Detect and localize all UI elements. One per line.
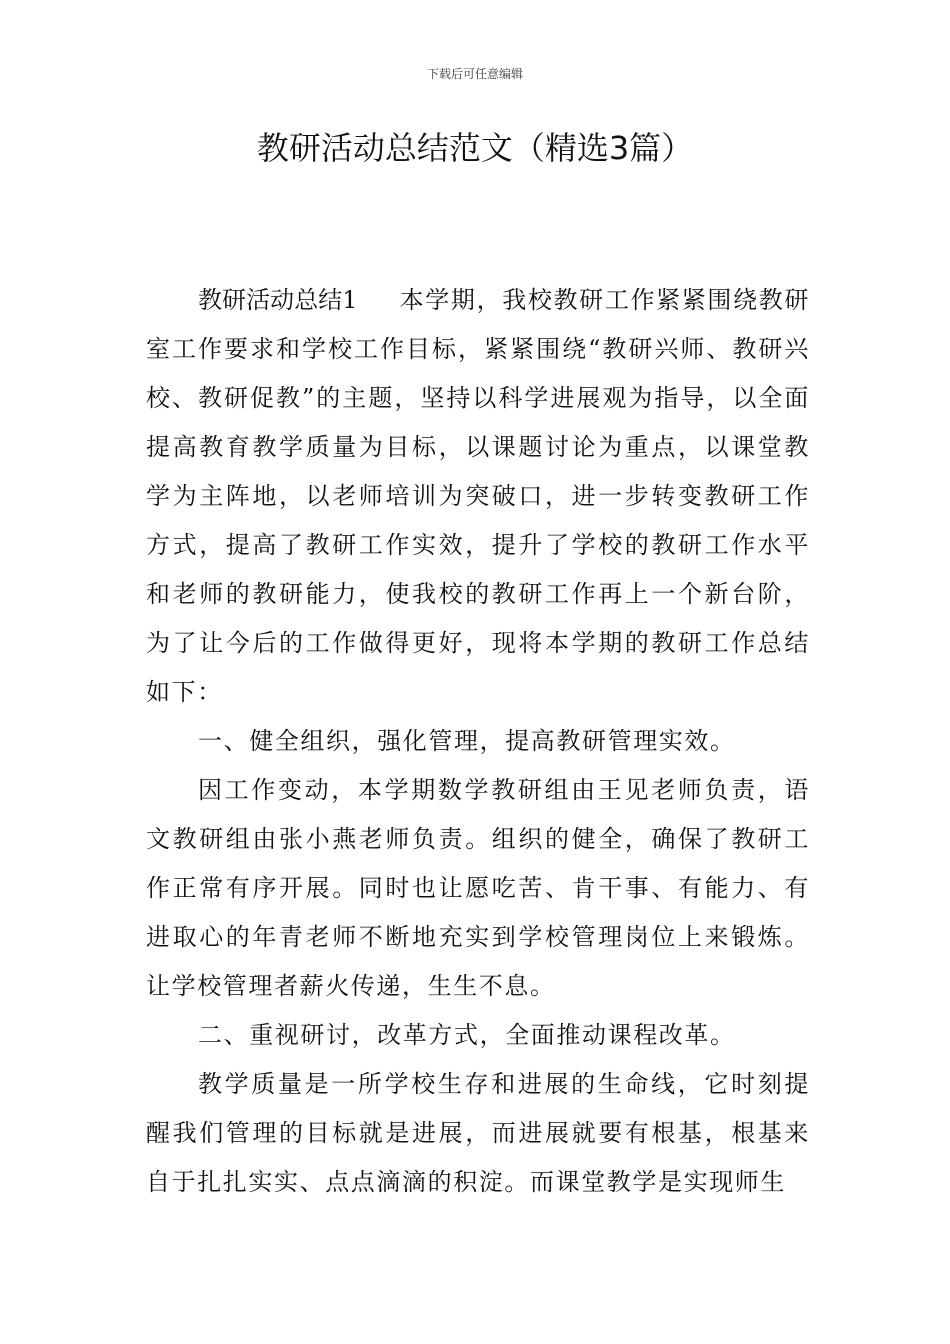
paragraph-2: 一、健全组织，强化管理，提高教研管理实效。 [198,727,736,755]
document-title: 教研活动总结范文（精选3篇） [256,129,694,167]
header-note: 下载后可任意编辑 [426,67,523,81]
paragraph-text: 本学期，我校教研工作紧紧围绕教研室工作要求和学校工作目标，紧紧围绕“教研兴师、教研兴校、教研促教”的主题，坚持以科学进展观为指导，以全面提高教育教学质量为目标，以课题讨论为重点，以课堂教学为主阵地，以老师培训为突破口，进一步转变教研工作方式，提高了教研工作实效，提升了学校的教研工作水平和老师的教研能力，使我校的教研工作再上一个新台阶，为了让今后的工作做得更好，现将本学期的教研工作总结如下： [146,286,810,706]
document-body [146,276,810,1207]
paragraph-3: 因工作变动，本学期数学教研组由王见老师负责，语文教研组由张小燕老师负责。组织的健全，确保了教研工作正常有序开展。同时也让愿吃苦、肯干事、有能力、有进取心的年青老师不断地充实到学校管理岗位上来锻炼。让学校管理者薪火传递，生生不息。 [146,776,810,1000]
paragraph-5: 教学质量是一所学校生存和进展的生命线，它时刻提醒我们管理的目标就是进展，而进展就要有根基，根基来自于扎扎实实、点点滴滴的积淀。而课堂教学是实现师生 [146,1070,810,1196]
paragraph-1 [146,276,810,717]
section-label: 教研活动总结1 [198,286,358,314]
paragraph-4: 二、重视研讨，改革方式，全面推动课程改革。 [198,1021,736,1049]
